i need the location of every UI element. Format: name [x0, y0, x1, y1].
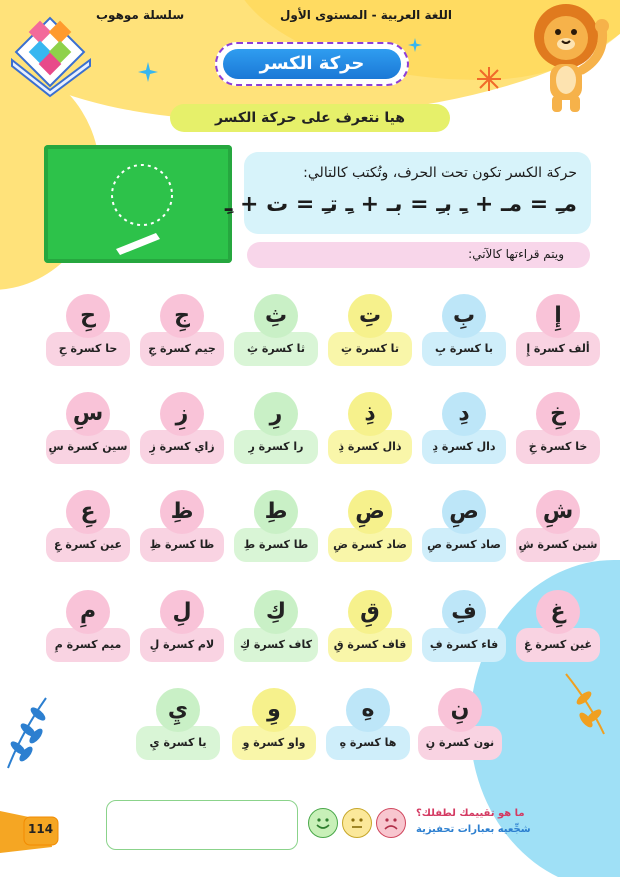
leaf-icon — [2, 692, 52, 772]
sparkle-icon — [476, 66, 502, 92]
letter-card — [516, 294, 600, 374]
letter-label: سين كسرة سِ — [46, 430, 130, 464]
letter-card — [136, 688, 220, 768]
letter-circle: قِ — [348, 590, 392, 634]
letter-circle: عِ — [66, 490, 110, 534]
letter-card — [422, 294, 506, 374]
letter-label: دال كسرة دِ — [422, 430, 506, 464]
letter-circle: كِ — [254, 590, 298, 634]
reading-note-box — [247, 242, 590, 268]
letter-circle: رِ — [254, 392, 298, 436]
letter-label: غين كسرة غِ — [516, 628, 600, 662]
answer-box[interactable] — [106, 800, 298, 850]
letter-circle: طِ — [254, 490, 298, 534]
letter-label: شين كسرة شِ — [516, 528, 600, 562]
letter-circle: خِ — [536, 392, 580, 436]
letter-label: زاي كسرة زِ — [140, 430, 224, 464]
book-icon — [4, 6, 96, 98]
letter-circle: سِ — [66, 392, 110, 436]
chalkboard — [44, 145, 232, 263]
letter-label: يا كسرة يِ — [136, 726, 220, 760]
letter-label: ها كسرة هِ — [326, 726, 410, 760]
letter-card — [234, 294, 318, 374]
letter-card — [234, 392, 318, 472]
letter-circle: لِ — [160, 590, 204, 634]
title-banner — [215, 42, 409, 86]
series-name: سلسلة موهوب — [96, 8, 185, 22]
letter-card — [422, 392, 506, 472]
page-number: 114 — [28, 822, 54, 836]
letter-card — [418, 688, 502, 768]
letter-card — [328, 490, 412, 570]
explanation-box — [224, 152, 591, 234]
letter-label: قاف كسرة قِ — [328, 628, 412, 662]
sad-face-icon[interactable] — [376, 808, 406, 838]
letter-label: طا كسرة طِ — [234, 528, 318, 562]
letter-label: ظا كسرة ظِ — [140, 528, 224, 562]
letter-card — [516, 590, 600, 670]
letter-card — [46, 590, 130, 670]
letter-card — [234, 590, 318, 670]
letter-circle: نِ — [438, 688, 482, 732]
letter-label: تا كسرة تِ — [328, 332, 412, 366]
sparkle-icon — [408, 38, 422, 52]
letter-label: را كسرة رِ — [234, 430, 318, 464]
letter-card — [140, 392, 224, 472]
letter-circle: دِ — [442, 392, 486, 436]
letter-circle: حِ — [66, 294, 110, 338]
letter-card — [328, 392, 412, 472]
letter-label: خا كسرة خِ — [516, 430, 600, 464]
happy-face-icon[interactable] — [308, 808, 338, 838]
lion-icon — [518, 0, 618, 118]
letter-label: واو كسرة وِ — [232, 726, 316, 760]
letter-card — [234, 490, 318, 570]
letter-label: فاء كسرة فِ — [422, 628, 506, 662]
letter-circle: إِ — [536, 294, 580, 338]
explanation-text: حركة الكسر تكون تحت الحرف، وتُكتب كالتالي: — [303, 165, 577, 181]
letter-card — [516, 392, 600, 472]
subject-name: اللغة العربية - المستوى الأول — [280, 8, 453, 22]
letter-circle: شِ — [536, 490, 580, 534]
letter-label: صاد كسرة صِ — [422, 528, 506, 562]
letter-circle: تِ — [348, 294, 392, 338]
letter-label: لام كسرة لِ — [140, 628, 224, 662]
letter-label: ثا كسرة ثِ — [234, 332, 318, 366]
reading-note: ويتم قراءتها كالآتي: — [468, 247, 564, 261]
letter-label: با كسرة بِ — [422, 332, 506, 366]
letter-label: ألف كسرة إِ — [516, 332, 600, 366]
letter-circle: ضِ — [348, 490, 392, 534]
letter-circle: مِ — [66, 590, 110, 634]
letter-label: حا كسرة حِ — [46, 332, 130, 366]
letter-circle: صِ — [442, 490, 486, 534]
letter-card — [422, 490, 506, 570]
letter-circle: زِ — [160, 392, 204, 436]
letter-card — [140, 490, 224, 570]
kasra-illustration — [44, 145, 232, 263]
sparkle-icon — [138, 62, 158, 82]
letter-circle: يِ — [156, 688, 200, 732]
letter-circle: بِ — [442, 294, 486, 338]
letter-circle: وِ — [252, 688, 296, 732]
letter-card — [422, 590, 506, 670]
letter-card — [328, 294, 412, 374]
page-title: حركة الكسر — [223, 49, 401, 79]
leaf-icon — [560, 668, 610, 738]
letter-label: ميم كسرة مِ — [46, 628, 130, 662]
letter-label: ضاد كسرة ضِ — [328, 528, 412, 562]
letter-card — [326, 688, 410, 768]
letter-card — [516, 490, 600, 570]
letter-card — [46, 294, 130, 374]
letter-label: جيم كسرة جِ — [140, 332, 224, 366]
evaluation-question: ما هو تقييمك لطفلك؟ — [416, 808, 525, 819]
letter-label: ذال كسرة ذِ — [328, 430, 412, 464]
letter-label: عين كسرة عِ — [46, 528, 130, 562]
letter-circle: جِ — [160, 294, 204, 338]
letter-label: نون كسرة نِ — [418, 726, 502, 760]
letter-circle: هِ — [346, 688, 390, 732]
letter-circle: فِ — [442, 590, 486, 634]
letter-card — [232, 688, 316, 768]
formula-text: مـِ = مـ + ـِ بـِ = بـ + ـِ تـِ = ت + ـِ — [224, 192, 577, 217]
letter-label: كاف كسرة كِ — [234, 628, 318, 662]
neutral-face-icon[interactable] — [342, 808, 372, 838]
letter-card — [140, 590, 224, 670]
letter-circle: غِ — [536, 590, 580, 634]
evaluation-tip: شجِّعيه بعبارات تحفيزية — [416, 824, 531, 835]
letter-card — [46, 490, 130, 570]
letter-circle: ذِ — [348, 392, 392, 436]
letter-circle: ظِ — [160, 490, 204, 534]
letter-card — [140, 294, 224, 374]
letter-circle: ثِ — [254, 294, 298, 338]
subtitle-banner: هيا نتعرف على حركة الكسر — [170, 104, 450, 132]
letter-card — [46, 392, 130, 472]
letter-card — [328, 590, 412, 670]
